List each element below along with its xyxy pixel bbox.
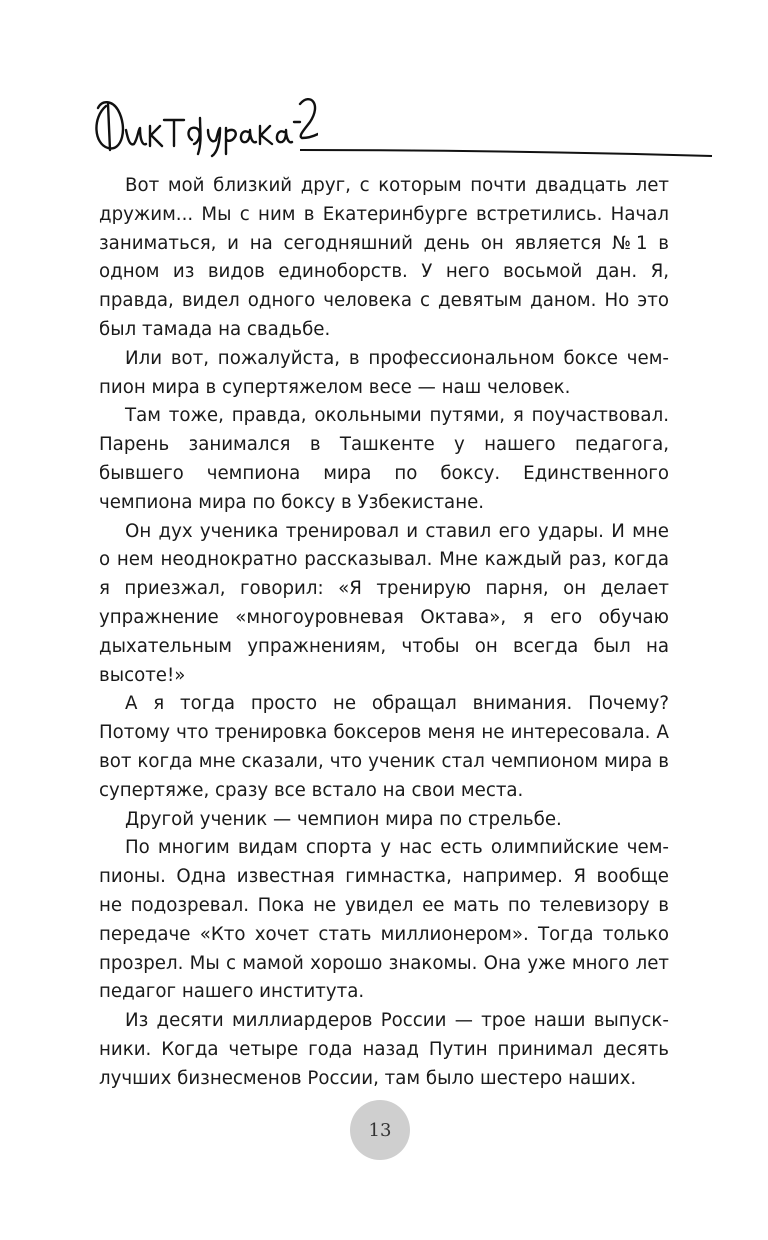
paragraph: Или вот, пожалуйста, в профессиональном боксе чемпион мира в супертяжелом весе — наш человек. xyxy=(99,347,669,398)
paragraph: А я тогда просто не обращал внимания. Почему? Потому что тренировка боксеров меня не интересовала. А вот когда мне сказали, что ученик стал чемпионом мира в супертяже, сразу все встало на свои места. xyxy=(99,693,669,801)
paragraph: Он дух ученика тренировал и ставил его удары. И мне о нем неоднократно рассказывал. Мне каждый раз, когда я приезжал, говорил: «Я тренирую парня, он делает упражнение «многоуровневая Октава», я его обучаю дыхательным упражнениям, чтобы он всегда был на высоте!» xyxy=(99,520,669,686)
paragraph: По многим видам спорта у нас есть олимпийские чемпионы. Одна известная гимнастка, например. Я вообще не подозревал. Пока не увидел ее мать по телевизору в передаче «Кто хочет стать миллионером». Тогда только прозрел. Мы с мамой хорошо знакомы. Она уже много лет педагог нашего института. xyxy=(99,837,669,1003)
paragraph: Другой ученик — чемпион мира по стрельбе. xyxy=(125,808,562,830)
page-number-badge xyxy=(350,1100,410,1160)
handwritten-title-icon xyxy=(88,78,318,158)
main-text xyxy=(99,172,669,1094)
running-header xyxy=(0,0,768,170)
paragraph: Из десяти миллиардеров России — трое наши выпускники. Когда четыре года назад Путин принимал десять лучших бизнесменов России, там было шестеро наших. xyxy=(99,1010,669,1089)
paragraph: Там тоже, правда, окольными путями, я поучаствовал. Парень занимался в Ташкенте у нашего педагога, бывшего чемпиона мира по боксу. Единственного чемпиона мира по боксу в Узбекистане. xyxy=(99,405,669,513)
paragraph: Вот мой близкий друг, с которым почти двадцать лет дружим... Мы с ним в Екатеринбурге встретились. Начал заниматься, и на сегодняшний день он является №1 в одном из видов единоборств. У него восьмой дан. Я, правда, видел одного человека с девятым даном. Но это был тамада на свадьбе. xyxy=(99,175,669,340)
page-number: 13 xyxy=(368,1119,392,1141)
